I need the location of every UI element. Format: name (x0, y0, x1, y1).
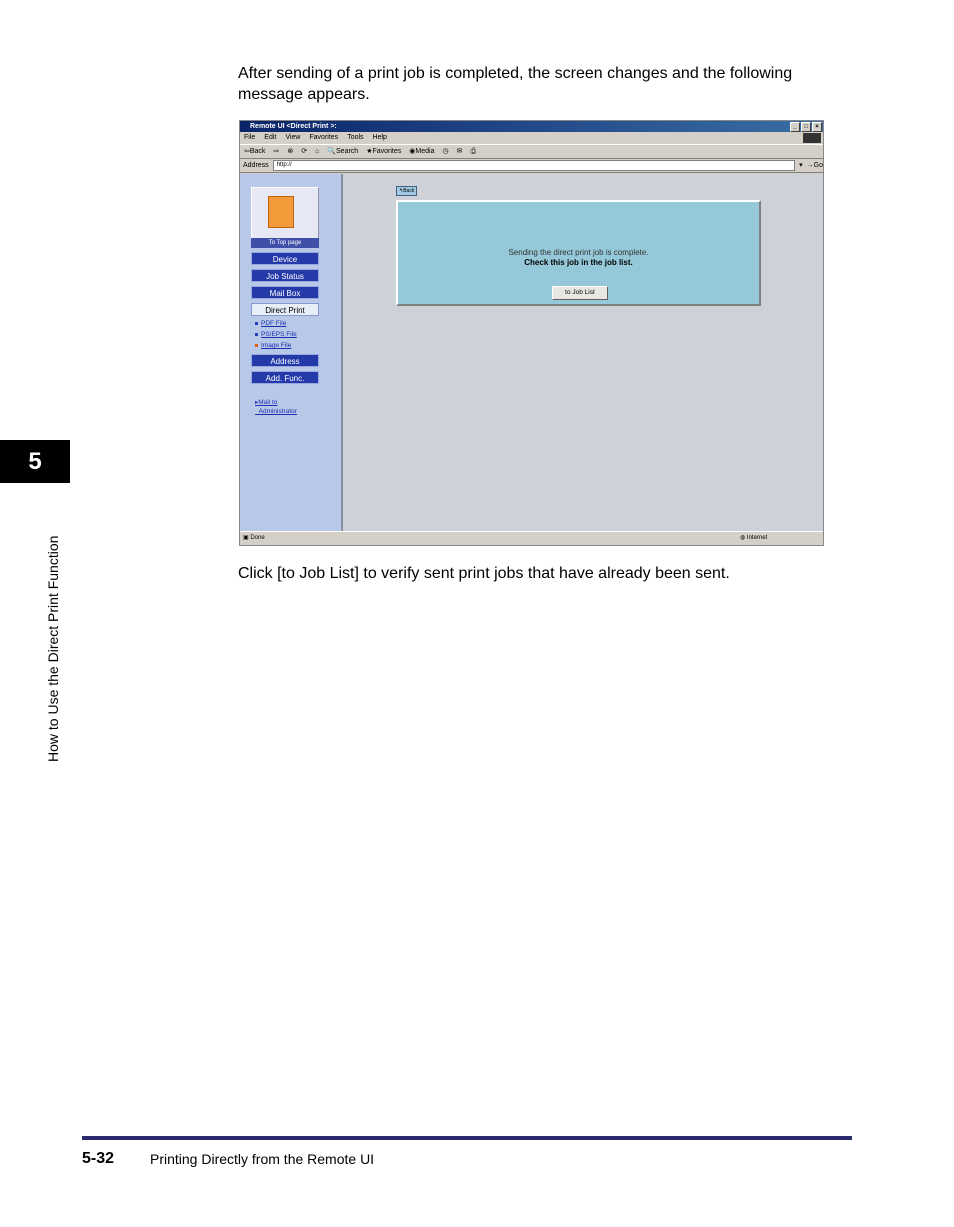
add-func-button[interactable]: Add. Func. (251, 371, 319, 384)
outro-paragraph: Click [to Job List] to verify sent print jobs that have already been sent. (238, 565, 730, 582)
page-icon: ▣ (243, 535, 249, 541)
address-bar (240, 159, 823, 173)
back-link[interactable]: ↰Back (396, 186, 417, 196)
mail-to-administrator-link[interactable]: ▸Mail to Administrator (255, 399, 297, 415)
mail-box-button[interactable]: Mail Box (251, 286, 319, 299)
message-line-1: Sending the direct print job is complete. (508, 248, 649, 257)
direct-print-button[interactable]: Direct Print (251, 303, 319, 316)
menu-tools[interactable]: Tools (347, 134, 364, 141)
menu-help[interactable]: Help (372, 134, 387, 141)
pdf-file-link[interactable]: PDF File (255, 320, 286, 327)
menu-favorites[interactable]: Favorites (309, 134, 339, 141)
status-bar (240, 531, 823, 545)
go-button[interactable]: →Go (806, 162, 823, 169)
chapter-tab: 5 (0, 440, 70, 483)
mail-icon[interactable]: ✉ (456, 148, 463, 155)
stop-icon[interactable]: ⊗ (287, 148, 294, 155)
arrow-icon: ▸ (255, 399, 259, 406)
window-title: Remote UI <Direct Print >: (250, 123, 337, 130)
browser-screenshot (239, 120, 824, 546)
ps-eps-file-link[interactable]: PS/EPS File (255, 331, 297, 338)
refresh-icon[interactable]: ⟳ (301, 148, 308, 155)
status-done: ▣ Done (243, 535, 265, 541)
forward-icon[interactable]: ⇨ (273, 148, 280, 155)
address-dropdown-icon[interactable]: ▾ (799, 162, 803, 169)
close-icon[interactable]: × (812, 122, 822, 132)
window-titlebar (240, 121, 823, 132)
search-button[interactable]: 🔍Search (327, 148, 359, 155)
maximize-icon[interactable]: □ (801, 122, 811, 132)
home-icon[interactable]: ⌂ (315, 148, 320, 155)
to-job-list-button[interactable]: to Job List (552, 286, 608, 300)
top-page-button[interactable]: To Top page (251, 238, 319, 248)
intro-paragraph: After sending of a print job is completed, the screen changes and the following message appears. (238, 65, 793, 103)
browser-toolbar (240, 144, 823, 159)
bullet-icon (255, 344, 258, 347)
favorites-button[interactable]: ★Favorites (366, 148, 402, 155)
remote-ui-sidebar (240, 174, 343, 532)
address-input[interactable]: http:// (273, 160, 795, 171)
menu-edit[interactable]: Edit (264, 134, 277, 141)
status-zone: ◍ Internet (740, 535, 768, 541)
footer-title: Printing Directly from the Remote UI (150, 1151, 375, 1167)
bullet-icon (255, 322, 258, 325)
image-file-link[interactable]: Image File (255, 342, 291, 349)
menu-view[interactable]: View (285, 134, 301, 141)
page-content (240, 174, 823, 532)
browser-logo-icon (803, 133, 821, 143)
media-button[interactable]: ◉Media (409, 148, 435, 155)
completion-message-panel (396, 200, 761, 306)
address-button[interactable]: Address (251, 354, 319, 367)
minimize-icon[interactable]: _ (790, 122, 800, 132)
menu-file[interactable]: File (244, 134, 256, 141)
globe-icon: ◍ (740, 535, 746, 541)
footer-rule (82, 1136, 852, 1140)
message-line-2: Check this job in the job list. (524, 258, 633, 267)
chapter-side-title: How to Use the Direct Print Function (45, 535, 61, 762)
top-page-icon-box[interactable] (251, 187, 319, 239)
remote-ui-logo-icon (268, 196, 294, 228)
menu-bar (240, 132, 823, 144)
address-label: Address (243, 162, 269, 169)
history-icon[interactable]: ◷ (442, 148, 449, 155)
bullet-icon (255, 333, 258, 336)
job-status-button[interactable]: Job Status (251, 269, 319, 282)
page-number: 5-32 (82, 1150, 115, 1167)
print-icon[interactable]: ⎙ (470, 148, 477, 155)
device-button[interactable]: Device (251, 252, 319, 265)
back-button[interactable]: ⇦Back (244, 148, 266, 155)
back-arrow-icon: ↰ (399, 188, 404, 194)
